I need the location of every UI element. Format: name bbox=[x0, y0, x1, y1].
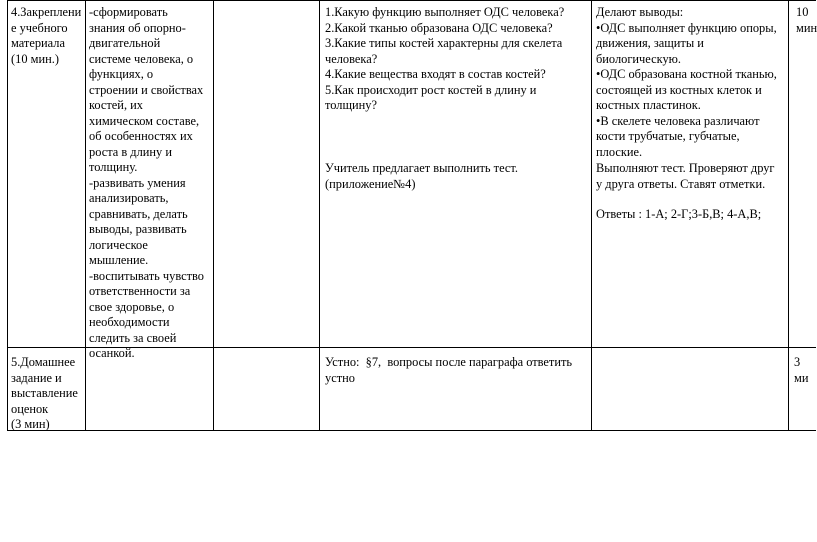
time-cell bbox=[796, 5, 816, 36]
goals-text: -сформировать знания об опорно- двигательной системе человека, о функциях, о строении и свойствах костей, их химическом составе, об особенностях их роста в длину и толщину. -развивать умения анализировать, сравнивать, делать выводы, развивать логическое мышление. -воспитывать чувство ответственности за свое здоровье, о необходимости следить за своей осанкой. bbox=[89, 5, 205, 360]
time-text: 10 мин bbox=[796, 5, 817, 35]
table-row bbox=[0, 348, 816, 430]
student-activity-cell bbox=[596, 5, 786, 345]
teacher-activity-cell bbox=[325, 355, 589, 386]
student-conclusions-text: Делают выводы: •ОДС выполняет функцию опоры, движения, защиты и биологическую. •ОДС образована костной тканью, состоящей из костных клеток и костных пластинок. •В скелете человека различают кости трубчатые, губчатые, плоские. bbox=[596, 5, 777, 159]
student-test-text: Выполняют тест. Проверяют друг у друга ответы. Ставят отметки. bbox=[596, 161, 775, 191]
teacher-questions-text: Устно: §7, вопросы после параграфа ответить устно bbox=[325, 355, 573, 385]
time-text: 3 ми bbox=[794, 355, 809, 385]
student-answers-text: Ответы : 1-А; 2-Г;3-Б,В; 4-А,В; bbox=[596, 207, 762, 221]
teacher-questions-text: 1.Какую функцию выполняет ОДС человека? 2.Какой тканью образована ОДС человека? 3.Какие типы костей характерны для скелета человека? 4.Какие вещества входят в состав костей? 5.Как происходит рост костей в длину и толщину? bbox=[325, 5, 565, 112]
stage-text: 5.Домашнее задание и выставление оценок (3 мин) bbox=[11, 355, 78, 431]
goals-cell bbox=[89, 5, 213, 362]
time-cell bbox=[794, 355, 816, 386]
teacher-activity-cell bbox=[325, 5, 589, 345]
stage-cell bbox=[11, 5, 84, 67]
table-bottom-border bbox=[7, 430, 816, 431]
stage-text: 4.Закреплени е учебного материала (10 мин.) bbox=[11, 5, 82, 66]
stage-cell bbox=[11, 355, 84, 433]
teacher-test-text: Учитель предлагает выполнить тест. (приложение№4) bbox=[325, 161, 518, 191]
